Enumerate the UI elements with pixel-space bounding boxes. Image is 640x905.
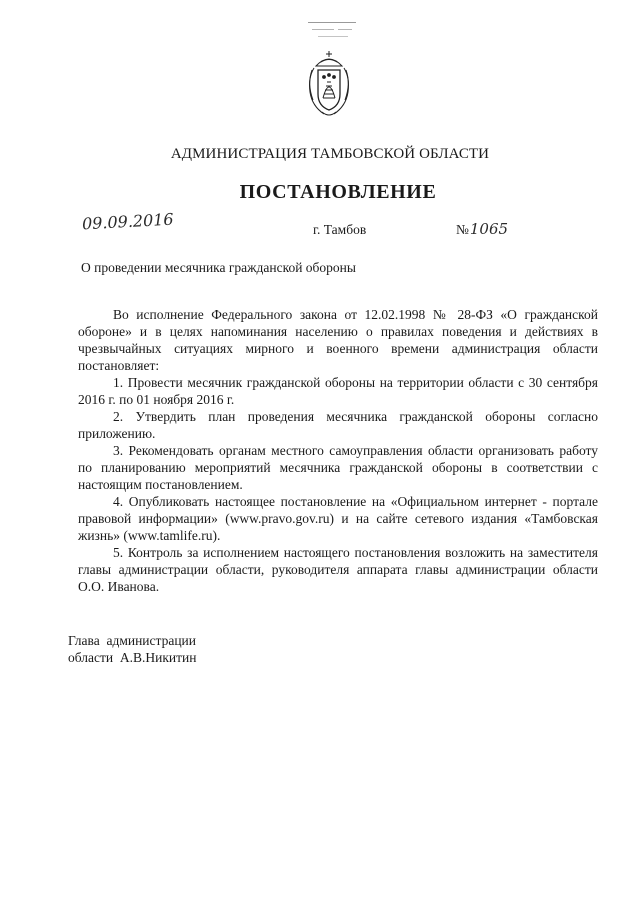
paragraph-item-5: 5. Контроль за исполнением настоящего постановления возложить на заместителя главы администрации области, руководителя аппарата главы администрации области О.О. Иванова. xyxy=(78,545,598,594)
document-body xyxy=(78,306,598,595)
paragraph-item-1: 1. Провести месячник гражданской обороны на территории области с 30 сентября 2016 г. по 01 ноября 2016 г. xyxy=(78,375,598,407)
paragraph-item-2: 2. Утвердить план проведения месячника гражданской обороны согласно приложению. xyxy=(78,409,598,441)
signature-name: области А.В.Никитин xyxy=(68,650,197,665)
organization-name: АДМИНИСТРАЦИЯ ТАМБОВСКОЙ ОБЛАСТИ xyxy=(170,146,490,162)
city: г. Тамбов xyxy=(313,222,367,237)
document-number xyxy=(456,220,508,238)
handwritten-number: 1065 xyxy=(469,220,509,238)
handwritten-date: 09.09.2016 xyxy=(81,209,175,234)
paragraph-item-3: 3. Рекомендовать органам местного самоуправления области организовать работу по планированию мероприятий месячника гражданской обороны в соответствии с настоящим постановлением. xyxy=(78,443,598,492)
coat-of-arms-icon xyxy=(304,48,354,120)
signature-title: Глава администрации xyxy=(68,633,197,648)
number-prefix: № xyxy=(456,222,469,237)
paragraph-item-4: 4. Опубликовать настоящее постановление на «Официальном интернет - портале правовой информации» (www.pravo.gov.ru) и на сайте сетевого издания «Тамбовская жизнь» (www.tamlife.ru). xyxy=(78,494,598,543)
document-type-title: ПОСТАНОВЛЕНИЕ xyxy=(239,181,437,203)
paragraph-preamble: Во исполнение Федерального закона от 12.02.1998 № 28-ФЗ «О гражданской обороне» и в целях напоминания населению о правилах поведения и действиях в чрезвычайных ситуациях мирного и военного времени администрация области постановляет: xyxy=(78,307,598,373)
document-subject: О проведении месячника гражданской обороны xyxy=(81,260,356,275)
signature-block xyxy=(68,632,197,666)
